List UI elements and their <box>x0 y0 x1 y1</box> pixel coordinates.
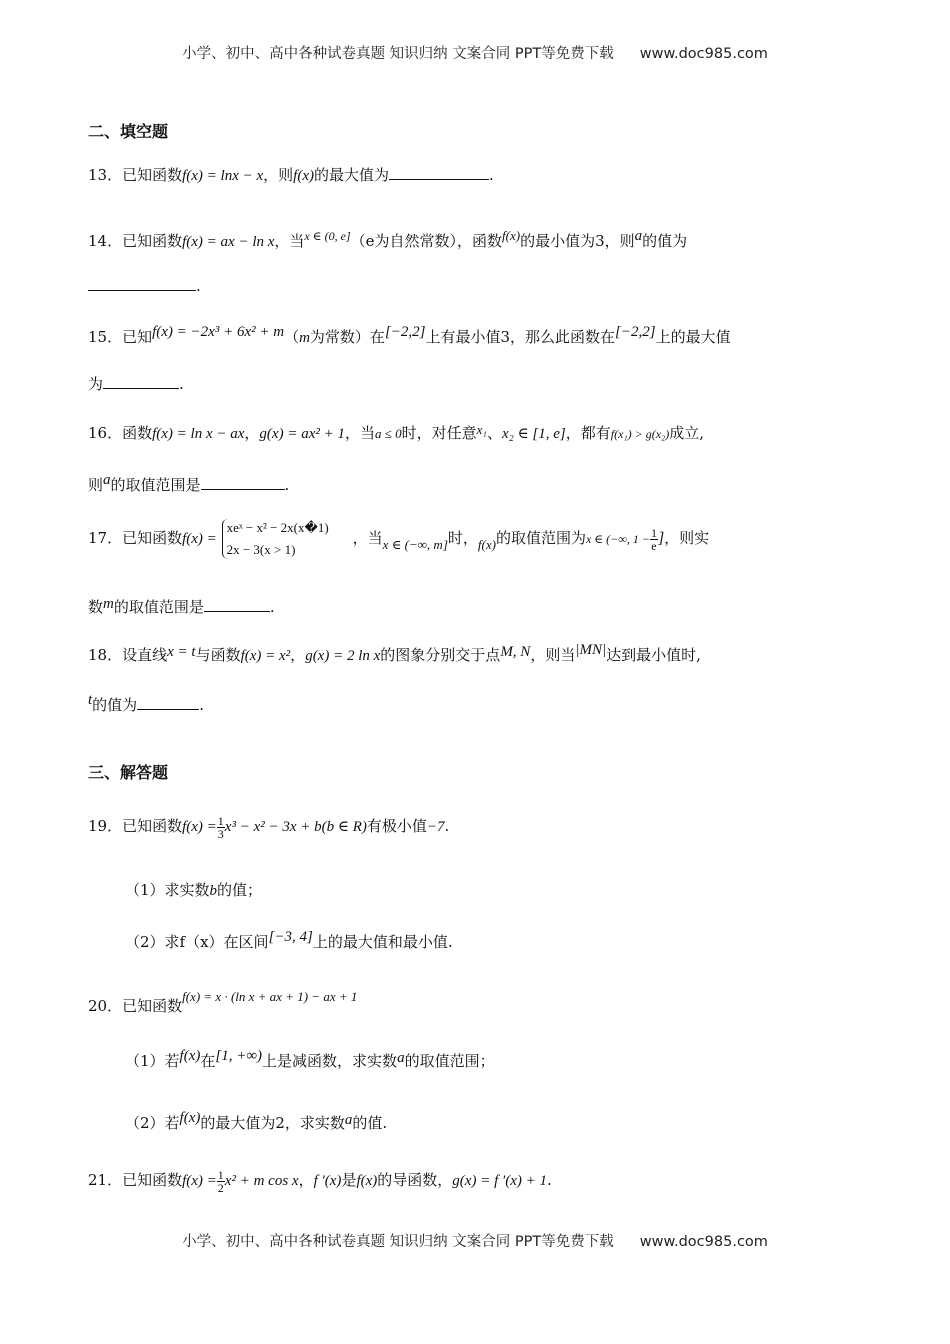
answer-blank[interactable] <box>204 595 270 612</box>
question-15-blank: 为 . <box>88 372 862 396</box>
answer-blank[interactable] <box>389 163 489 180</box>
page-footer <box>0 1230 950 1251</box>
question-19-part-2: （2）求f（x）在区间[−3, 4]上的最大值和最小值. <box>125 929 453 951</box>
question-13: 13．已知函数f(x) = lnx − x，则f(x)的最大值为 . <box>88 163 862 188</box>
question-16: 16．函数f(x) = ln x − ax，g(x) = ax² + 1，当a ≤ 0时，对任意x₁、x₂ ∈ [1, e]，都有f(x₁) > g(x₂)成立, <box>88 422 704 442</box>
section-fill-title: 二、填空题 <box>88 122 169 141</box>
question-20-part-1: （1）若f(x)在[1, +∞)上是减函数，求实数a的取值范围； <box>125 1048 495 1070</box>
section-solve-title: 三、解答题 <box>88 763 169 782</box>
piecewise-brace: xeˣ − x² − 2x(x�1) 2x − 3(x > 1) <box>222 519 329 559</box>
question-14: 14．已知函数f(x) = ax − ln x，当$^{x \in (0, e]}$（e为自然常数），函数f(x)的最小值为3，则a的值为 <box>88 228 688 250</box>
question-20-part-2: （2）若f(x)的最大值为2，求实数a的值. <box>125 1110 388 1132</box>
question-19: 19．已知函数f(x) = $\frac{1}{3}$ x³ − x² − 3x + b(b ∈ R)有极小值−7. <box>88 813 450 841</box>
question-15: 15．已知f(x) = −2x³ + 6x² + m（m为常数）在[−2,2]上有最小值3，那么此函数在[−2,2]上的最大值 <box>88 324 731 346</box>
footer-site[interactable]: www.doc985.com <box>639 1234 768 1250</box>
footer-text: 小学、初中、高中各种试卷真题 知识归纳 文案合同 PPT等免费下载 <box>182 1234 614 1250</box>
answer-blank[interactable] <box>88 274 196 291</box>
question-18-blank: t的值为 . <box>88 692 204 714</box>
answer-blank[interactable] <box>201 473 285 490</box>
answer-blank[interactable] <box>137 693 199 710</box>
question-16-blank: 则a的取值范围是 . <box>88 472 290 494</box>
answer-blank[interactable] <box>103 372 179 389</box>
question-19-part-1: （1）求实数b的值； <box>125 881 263 899</box>
question-17-blank: 数m的取值范围是 . <box>88 596 275 616</box>
q13-formula: f(x) = lnx − x <box>182 168 264 184</box>
question-17: 17．已知函数f(x) = xeˣ − x² − 2x(x�1) 2x − 3(x > 1) ，当x ∈ (−∞, m]时，f(x)的取值范围为x ∈ (−∞, 1 − $\frac{1}{e}$ ]，则实 <box>88 520 710 557</box>
question-18: 18．设直线x = t与函数f(x) = x²，g(x) = 2 ln x的图象分别交于点M, N，则当|MN|达到最小值时, <box>88 642 701 664</box>
header-site[interactable]: www.doc985.com <box>639 46 768 62</box>
header-text: 小学、初中、高中各种试卷真题 知识归纳 文案合同 PPT等免费下载 <box>182 46 614 62</box>
question-20: 20．已知函数f(x) = x · (ln x + ax + 1) − ax + 1 <box>88 989 358 1015</box>
question-14-blank: . <box>88 274 862 298</box>
page-header <box>0 42 950 63</box>
question-21: 21．已知函数f(x) = $\frac{1}{2}$ x² + m cos x，f ′(x)是f(x)的导函数，g(x) = f ′(x) + 1. <box>88 1167 552 1195</box>
